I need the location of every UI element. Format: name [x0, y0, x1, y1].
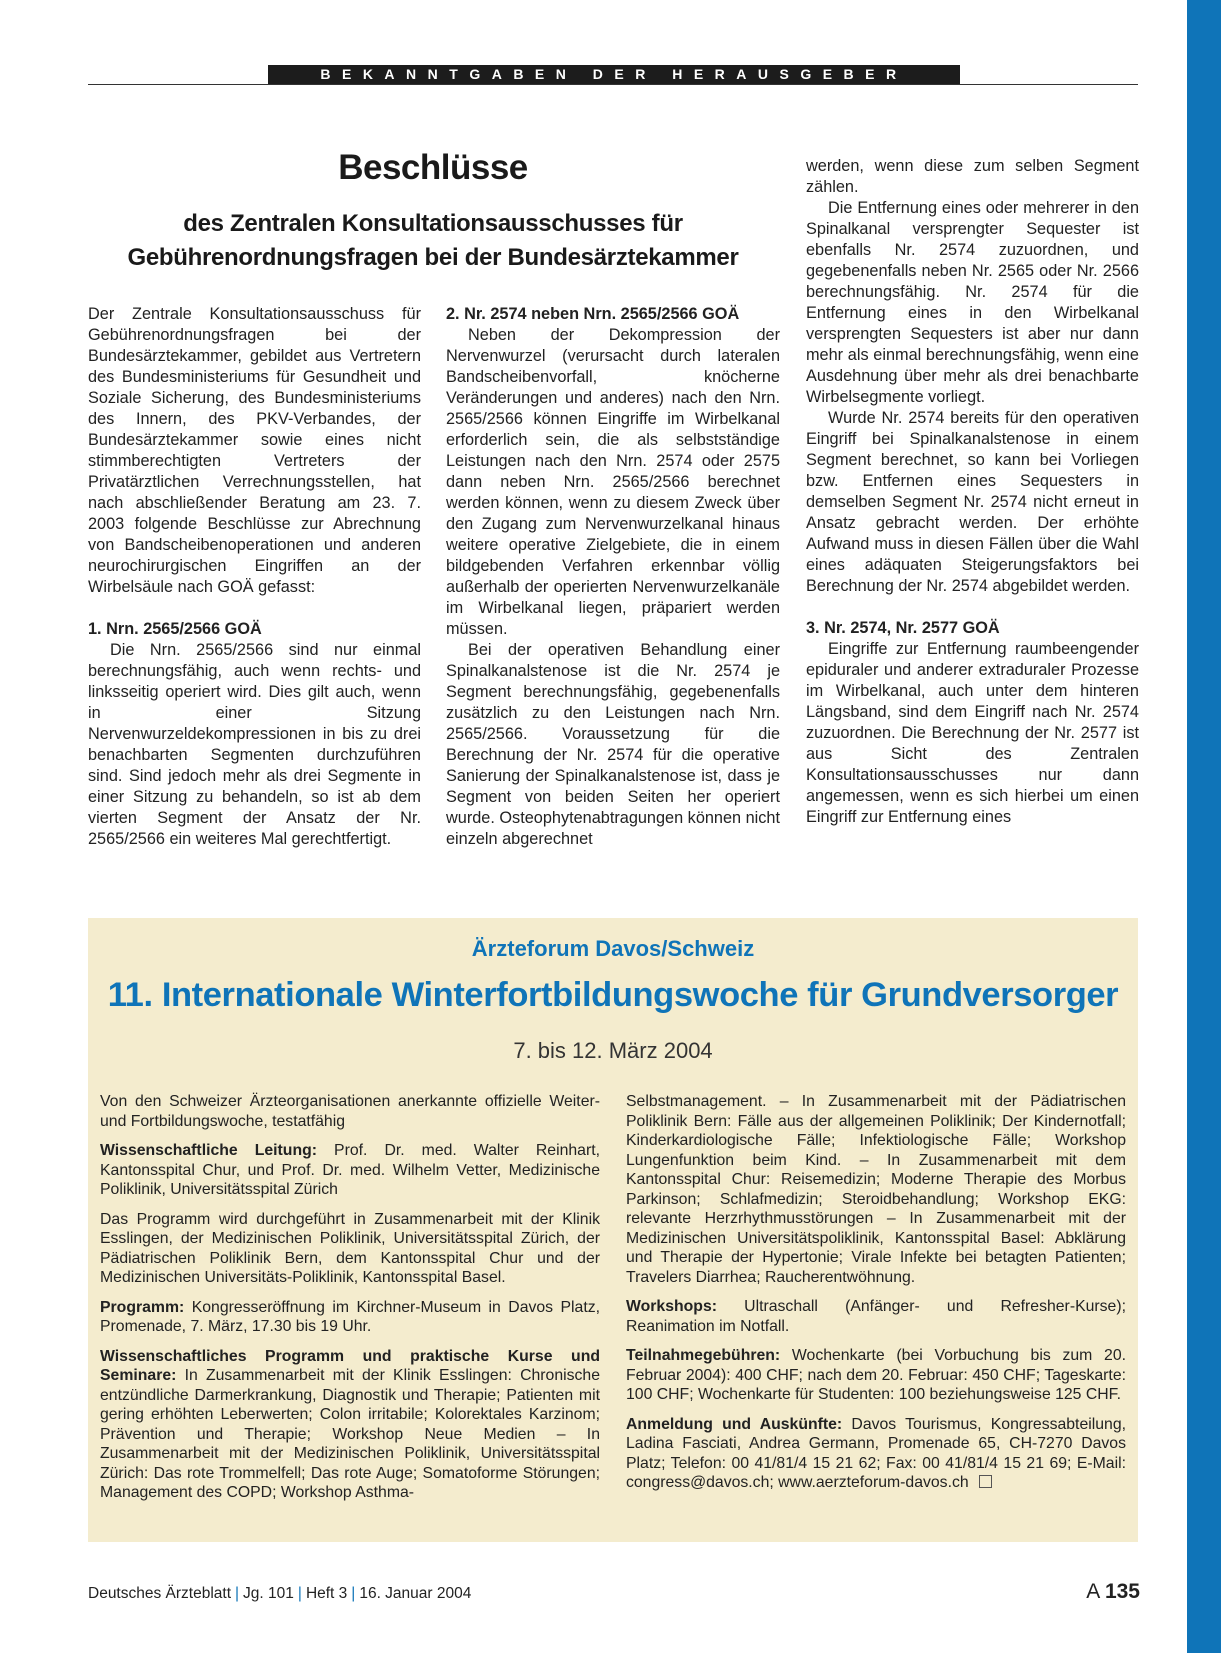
- ad-scientific-program: [100, 1347, 600, 1503]
- footer-date: 16. Januar 2004: [359, 1585, 472, 1602]
- section-1-text: Die Nrn. 2565/2566 sind nur einmal berechnungsfähig, auch wenn rechts- und linksseitig operiert wird. Dies gilt auch, wenn in einer Sitzung Nervenwurzeldekompressionen in bis zu drei benachbarten Segmenten durchzuführen sind. Sind jedoch mehr als drei Segmente in einer Sitzung zu behandeln, so ist ab dem vierten Segment der Ansatz der Nr. 2565/2566 ein weiteres Mal gerechtfertigt.: [88, 641, 421, 848]
- intro-paragraph: Der Zentrale Konsultationsausschuss für Gebührenordnungsfragen bei der Bundesärztekammer, gebildet aus Vertretern des Bundesministeriums für Gesundheit und Soziale Sicherung, des Bundesministeriums des Innern, des PKV-Verbandes, der Bundesärztekammer sowie eines nicht stimmberechtigten Vertreters der Privatärztlichen Verrechnungsstellen, hat nach abschließender Beratung am 23. 7. 2003 folgende Beschlüsse zur Abrechnung von Bandscheibenoperationen und anderen neurochirurgischen Eingriffen an der Wirbelsäule nach GOÄ gefasst:: [88, 305, 421, 596]
- ad-date: 7. bis 12. März 2004: [513, 1038, 713, 1063]
- event-advertisement: [88, 918, 1138, 1542]
- page-number-value: 135: [1104, 1580, 1140, 1603]
- ad-workshops-text: Ultraschall (Anfänger- und Refresher-Kurse); Reanimation im Notfall.: [626, 1298, 1126, 1335]
- ad-column-right: [626, 1092, 1126, 1503]
- footer-separator: |: [235, 1585, 240, 1602]
- page-prefix: A: [1086, 1580, 1100, 1603]
- ad-programm-label: Programm:: [100, 1298, 185, 1316]
- section-2-text-2-continued: werden, wenn diese zum selben Segment zählen.: [806, 157, 1139, 196]
- section-2-text-2: Bei der operativen Behandlung einer Spinalkanalstenose ist die Nr. 2574 je Segment berechnungsfähig, gegebenenfalls zusätzlich zu den Leistungen nach Nrn. 2565/2566. Voraussetzung für die Berechnung der Nr. 2574 für die operative Sanierung der Spinalkanalstenose ist, dass je Segment von beiden Seiten her operiert wurde. Osteophytenabtragungen können nicht einzeln abgerechnet: [446, 641, 781, 848]
- section-2-text-3: Die Entfernung eines oder mehrerer in den Spinalkanal versprengter Sequester ist ebenfalls Nr. 2574 zuzuordnen, und gegebenenfalls neben Nr. 2565 oder Nr. 2566 berechnungsfähig. Nr. 2574 für die Entfernung eines in den Wirbelkanal versprengten Sequesters ist aber nur dann mehr als einmal berechnungsfähig, wenn eine Ausdehnung über mehr als drei benachbarte Wirbelsegmente vorliegt.: [806, 199, 1139, 406]
- section-2-heading: 2. Nr. 2574 neben Nrn. 2565/2566 GOÄ: [446, 305, 740, 323]
- ad-workshops-label: Workshops:: [626, 1298, 717, 1315]
- ad-registration-label: Anmeldung und Auskünfte:: [626, 1415, 843, 1433]
- ad-leitung-label: Wissenschaftliche Leitung:: [100, 1142, 318, 1159]
- ad-fees-text: Wochenkarte (bei Vorbuchung bis zum 20. Februar 2004): 400 CHF; nach dem 20. Februar: 450 CHF; Tageskarte: 100 CHF; Wochenkarte für Studenten: 100 beziehungsweise 125 CHF.: [626, 1347, 1126, 1403]
- footer-separator: |: [297, 1585, 302, 1602]
- section-3-text: Eingriffe zur Entfernung raumbeengender epiduraler und anderer extraduraler Prozesse im Wirbelkanal, auch unter dem hinteren Längsband, sind dem Eingriff nach Nr. 2574 zuzuordnen. Die Berechnung der Nr. 2577 ist aus Sicht des Zentralen Konsultationsausschusses nur dann angemessen, wenn es sich hierbei um einen Eingriff zur Entfernung eines: [806, 640, 1139, 826]
- ad-recognition: Von den Schweizer Ärzteorganisationen anerkannte offizielle Weiter- und Fortbildungswoche, testatfähig: [100, 1093, 600, 1130]
- section-2-text-4: Wurde Nr. 2574 bereits für den operativen Eingriff bei Spinalkanalstenose in einem Segment berechnet, so kann bei Vorliegen bzw. Entfernen eines Sequesters in demselben Segment Nr. 2574 nicht erneut in Ansatz gebracht werden. Der erhöhte Aufwand muss in diesen Fällen über die Wahl eines adäquaten Steigerungsfaktors bei Berechnung der Nr. 2574 abgebildet werden.: [806, 409, 1139, 595]
- ad-workshops: [626, 1297, 1126, 1336]
- footer-issue: Heft 3: [305, 1585, 348, 1602]
- article-title: Beschlüsse: [338, 148, 528, 187]
- ad-column-left: [100, 1092, 600, 1513]
- section-2-text-1: Neben der Dekompression der Nervenwurzel (verursacht durch lateralen Bandscheibenvorfall, knöcherne Veränderungen und anderes) nach den Nrn. 2565/2566 können Eingriffe im Wirbelkanal erforderlich sein, die als selbstständige Leistungen nach den Nrn. 2574 oder 2575 dann neben Nrn. 2565/2566 berechnet werden können, wenn zu diesem Zweck über den Zugang zum Nervenwurzelkanal hinaus weitere operative Zielgebiete, die in einem bildgebenden Verfahren erkennbar völlig außerhalb der operierten Nervenwurzelkanäle im Wirbelkanal liegen, präpariert werden müssen.: [446, 326, 780, 638]
- header-rule: [88, 84, 1138, 85]
- subtitle-line-1: des Zentralen Konsultationsausschusses für: [183, 210, 683, 237]
- ad-registration: [626, 1415, 1126, 1493]
- article-column-1: [88, 304, 421, 850]
- footer-journal: Deutsches Ärzteblatt: [88, 1585, 232, 1602]
- ad-programm-text: Kongresseröffnung im Kirchner-Museum in Davos Platz, Promenade, 7. März, 17.30 bis 19 Uhr.: [100, 1298, 600, 1335]
- ad-title: 11. Internationale Winterfortbildungswoche für Grundversorger: [107, 976, 1119, 1014]
- page-number: [1040, 1580, 1140, 1604]
- ad-leitung-text: Prof. Dr. med. Walter Reinhart, Kantonsspital Chur, und Prof. Dr. med. Wilhelm Vetter, Medizinische Poliklinik, Universitätsspital Zürich: [100, 1142, 600, 1198]
- side-color-bar: [1187, 0, 1221, 1653]
- ad-scientific-label: Wissenschaftliches Programm und praktische Kurse und Seminare:: [100, 1347, 600, 1384]
- footer-volume: Jg. 101: [243, 1585, 294, 1602]
- ad-leitung: [100, 1141, 600, 1200]
- section-1-heading: 1. Nrn. 2565/2566 GOÄ: [88, 620, 262, 638]
- subtitle-line-2: Gebührenordnungsfragen bei der Bundesärztekammer: [127, 244, 739, 271]
- article-subtitle: [88, 207, 778, 275]
- ad-scientific-continued: Selbstmanagement. – In Zusammenarbeit mit der Pädiatrischen Poliklinik Bern: Fälle aus der allgemeinen Poliklinik; Der Kindernotfall; Kinderkardiologische Fälle; Infektiologische Fälle; Workshop Lungenfunktion beim Kind. – In Zusammenarbeit mit dem Kantonsspital Chur: Reisemedizin; Moderne Therapie des Morbus Parkinson; Schlafmedizin; Steroidbehandlung; Workshop EKG: relevante Herzrhythmusstörungen – In Zusammenarbeit mit der Medizinischen Universitätspoliklinik, Kantonsspital Basel: Abklärung und Therapie der Hypertonie; Virale Infekte bei betagten Patienten; Travelers Diarrhea; Raucherentwöhnung.: [626, 1093, 1126, 1286]
- footer-separator: |: [351, 1585, 356, 1602]
- ad-kicker: Ärzteforum Davos/Schweiz: [471, 936, 755, 961]
- article-column-2: [446, 304, 780, 850]
- ad-fees-label: Teilnahmegebühren:: [626, 1347, 781, 1364]
- article-column-3: [806, 156, 1139, 828]
- page-footer: [88, 1585, 471, 1603]
- ad-fees: [626, 1346, 1126, 1405]
- ad-registration-text: Davos Tourismus, Kongressabteilung, Ladina Fasciati, Andrea Germann, Promenade 65, CH-7270 Davos Platz; Telefon: 00 41/81/4 15 21 62; Fax: 00 41/81/4 15 21 69; E-Mail: congress@davos.ch; www.aerzteforum-davos.ch: [626, 1415, 1126, 1491]
- section-3-heading: 3. Nr. 2574, Nr. 2577 GOÄ: [806, 619, 1000, 637]
- ad-cooperation: Das Programm wird durchgeführt in Zusammenarbeit mit der Klinik Esslingen, der Medizinischen Poliklinik, Universitätsspital Zürich, der Pädiatrischen Poliklinik Bern, dem Kantonsspital Chur und der Medizinischen Universitäts-Poliklinik, Kantonsspital Basel.: [100, 1210, 600, 1286]
- end-mark-icon: [979, 1475, 992, 1488]
- section-header: BEKANNTGABEN DER HERAUSGEBER: [268, 65, 960, 84]
- ad-scientific-text: In Zusammenarbeit mit der Klinik Esslingen: Chronische entzündliche Darmerkrankung, Diagnostik und Therapie; Patienten mit gering erhöhten Leberwerten; Colon irritabile; Kolorektales Karzinom; Prävention und Therapie; Workshop Neue Medien – In Zusammenarbeit mit der Medizinischen Poliklinik, Universitätsspital Zürich: Das rote Trommelfell; Das rote Auge; Somatoforme Störungen; Management des COPD; Workshop Asthma-: [100, 1367, 600, 1501]
- ad-programm: [100, 1298, 600, 1337]
